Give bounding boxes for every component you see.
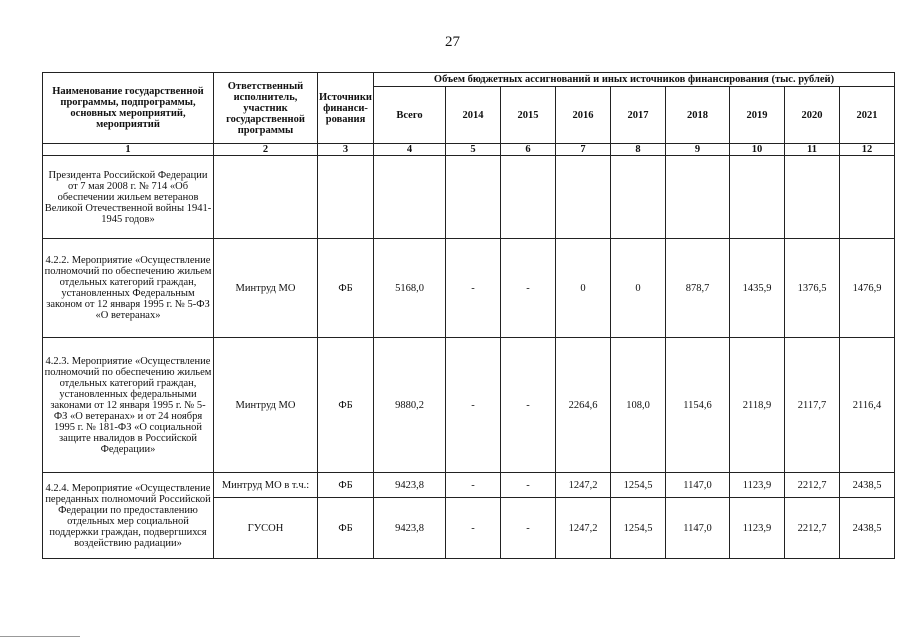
- row-value: [730, 156, 785, 239]
- row-executor: Минтруд МО: [214, 338, 318, 473]
- row-value: 1147,0: [666, 473, 730, 498]
- row-source: ФБ: [318, 498, 374, 559]
- row-value: [785, 156, 840, 239]
- table-row: [43, 156, 895, 239]
- column-number: 4: [374, 144, 446, 156]
- row-value: [840, 156, 895, 239]
- row-name: Президента Российской Федерации от 7 мая 2008 г. № 714 «Об обеспечении жильем ветеранов Великой Отечественной войны 1941-1945 годов»: [43, 156, 214, 239]
- row-value: 2264,6: [556, 338, 611, 473]
- header-row-top: [43, 73, 895, 87]
- row-value: -: [446, 338, 501, 473]
- row-value: -: [446, 498, 501, 559]
- column-number: 10: [730, 144, 785, 156]
- column-number-row: [43, 144, 895, 156]
- header-year: 2017: [611, 87, 666, 144]
- row-executor: Минтруд МО в т.ч.:: [214, 473, 318, 498]
- column-number: 2: [214, 144, 318, 156]
- row-value: -: [501, 498, 556, 559]
- row-value: 1123,9: [730, 473, 785, 498]
- row-value: 9423,8: [374, 473, 446, 498]
- header-year: 2014: [446, 87, 501, 144]
- row-executor: Минтруд МО: [214, 239, 318, 338]
- row-value: 2212,7: [785, 498, 840, 559]
- column-number: 1: [43, 144, 214, 156]
- row-value: 1247,2: [556, 473, 611, 498]
- row-value: 2212,7: [785, 473, 840, 498]
- row-name: 4.2.3. Мероприятие «Осуществление полномочий по обеспечению жильем отдельных категорий граждан, установленных федеральными законами от 12 января 1995 г. № 5-ФЗ «О ветеранах» и от 24 ноября 1995 г. № 181-ФЗ «О социальной защите нвалидов в Российской Федерации»: [43, 338, 214, 473]
- row-name: 4.2.2. Мероприятие «Осуществление полномочий по обеспечению жильем отдельных категорий граждан, установленных Федеральным законом от 12 января 1995 г. № 5-ФЗ «О ветеранах»: [43, 239, 214, 338]
- row-value: 1254,5: [611, 498, 666, 559]
- row-value: 1247,2: [556, 498, 611, 559]
- row-value: 0: [556, 239, 611, 338]
- header-year: 2016: [556, 87, 611, 144]
- column-number: 8: [611, 144, 666, 156]
- row-value: 1254,5: [611, 473, 666, 498]
- row-value: 1147,0: [666, 498, 730, 559]
- row-value: 1123,9: [730, 498, 785, 559]
- row-value: [666, 156, 730, 239]
- row-value: 1476,9: [840, 239, 895, 338]
- header-year: 2018: [666, 87, 730, 144]
- header-funding-group: Объем бюджетных ассигнований и иных источников финансирования (тыс. рублей): [374, 73, 895, 87]
- table-row: [43, 473, 895, 498]
- header-year: 2015: [501, 87, 556, 144]
- row-source: [318, 156, 374, 239]
- row-value: 2438,5: [840, 498, 895, 559]
- row-value: 2118,9: [730, 338, 785, 473]
- table-row: [43, 239, 895, 338]
- row-value: [556, 156, 611, 239]
- row-executor: ГУСОН: [214, 498, 318, 559]
- row-source: ФБ: [318, 239, 374, 338]
- row-value: -: [501, 338, 556, 473]
- row-value: 1376,5: [785, 239, 840, 338]
- header-source: Источники финанси-рования: [318, 73, 374, 144]
- row-value: 2117,7: [785, 338, 840, 473]
- column-number: 5: [446, 144, 501, 156]
- row-value: 1435,9: [730, 239, 785, 338]
- row-executor: [214, 156, 318, 239]
- budget-table: [42, 72, 895, 559]
- scan-edge-line: [0, 636, 80, 638]
- column-number: 3: [318, 144, 374, 156]
- row-value: [611, 156, 666, 239]
- header-year: 2020: [785, 87, 840, 144]
- column-number: 9: [666, 144, 730, 156]
- row-value: [501, 156, 556, 239]
- row-value: 108,0: [611, 338, 666, 473]
- row-value: 2438,5: [840, 473, 895, 498]
- row-value: -: [446, 473, 501, 498]
- row-value: 9880,2: [374, 338, 446, 473]
- row-value: -: [446, 239, 501, 338]
- row-value: [446, 156, 501, 239]
- header-executor: Ответственный исполнитель, участник государственной программы: [214, 73, 318, 144]
- page-number: 27: [445, 34, 460, 50]
- row-value: -: [501, 239, 556, 338]
- row-value: 9423,8: [374, 498, 446, 559]
- header-year: 2021: [840, 87, 895, 144]
- column-number: 11: [785, 144, 840, 156]
- header-name: Наименование государственной программы, подпрограммы, основных мероприятий, мероприятий: [43, 73, 214, 144]
- row-source: ФБ: [318, 338, 374, 473]
- row-value: 2116,4: [840, 338, 895, 473]
- row-value: -: [501, 473, 556, 498]
- row-value: 1154,6: [666, 338, 730, 473]
- row-value: 878,7: [666, 239, 730, 338]
- row-name: 4.2.4. Мероприятие «Осуществление переданных полномочий Российской Федерации по предоставлению отдельных мер социальной поддержки граждан, подвергшихся воздействию радиации»: [43, 473, 214, 559]
- row-value: 0: [611, 239, 666, 338]
- row-source: ФБ: [318, 473, 374, 498]
- column-number: 6: [501, 144, 556, 156]
- table-row: [43, 338, 895, 473]
- column-number: 12: [840, 144, 895, 156]
- row-value: 5168,0: [374, 239, 446, 338]
- header-total: Всего: [374, 87, 446, 144]
- row-value: [374, 156, 446, 239]
- header-year: 2019: [730, 87, 785, 144]
- column-number: 7: [556, 144, 611, 156]
